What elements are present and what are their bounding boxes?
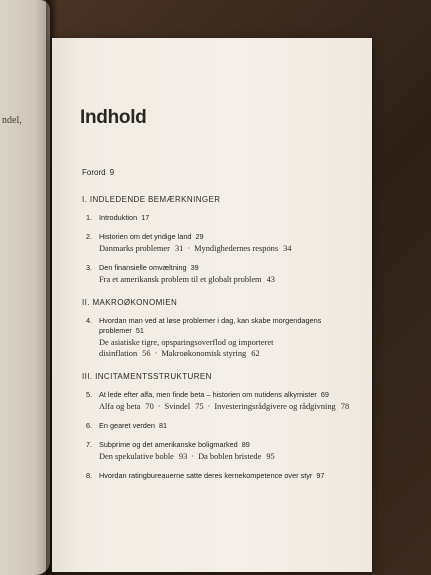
- subsection-page: 43: [266, 275, 275, 284]
- forord-label: Forord: [82, 168, 106, 177]
- chapter-number: 5.: [86, 390, 93, 399]
- subsection-page: 75: [195, 402, 204, 411]
- page-title: Indhold: [80, 107, 147, 128]
- subsection-separator: ·: [154, 349, 158, 358]
- toc-content: [82, 168, 367, 494]
- chapter-subsections: [99, 274, 367, 285]
- chapter-line: [86, 390, 367, 400]
- chapter-subsections: [99, 243, 367, 254]
- chapter-line: [86, 263, 367, 273]
- chapter-page: 69: [320, 390, 329, 399]
- chapter-subsections: [99, 401, 367, 412]
- chapter-title-wrap: [99, 263, 367, 273]
- left-page-text-fragment: ndel,: [2, 115, 22, 126]
- chapter-number: 2.: [86, 232, 93, 241]
- subsection-title: Svindel: [164, 402, 191, 411]
- toc-page: [52, 38, 372, 572]
- chapter-page: 97: [316, 471, 325, 480]
- chapter-page: 81: [158, 421, 168, 430]
- chapter-line: [86, 471, 367, 481]
- chapter-title: Introduktion: [99, 213, 138, 222]
- toc-chapter: [86, 316, 367, 359]
- subsection-page: 78: [340, 402, 350, 411]
- chapter-title: Hvordan ratingbureauerne satte deres kernekompetence over styr: [99, 471, 313, 480]
- toc-chapter: [86, 440, 367, 462]
- subsection-page: 93: [178, 452, 188, 461]
- chapter-subsections: [99, 451, 367, 462]
- chapter-title: Den finansielle omvæltning: [99, 263, 187, 272]
- chapter-title-wrap: [99, 213, 367, 223]
- chapter-page: 29: [195, 232, 204, 241]
- toc-section: [82, 298, 367, 359]
- forord-page: 9: [109, 168, 115, 177]
- chapter-title-wrap: [99, 390, 367, 400]
- chapter-number: 7.: [86, 440, 93, 449]
- subsection-separator: ·: [157, 402, 161, 411]
- section-heading: I. INDLEDENDE BEMÆRKNINGER: [82, 195, 221, 204]
- toc-section: [82, 195, 367, 285]
- toc-chapter: [86, 263, 367, 285]
- chapter-line: [86, 440, 367, 450]
- subsection-title: Investeringsrådgivere og rådgivning: [214, 402, 336, 411]
- subsection-page: 95: [266, 452, 275, 461]
- chapter-number: 4.: [86, 316, 93, 325]
- subsection-separator: ·: [191, 452, 195, 461]
- subsection-title: Makroøkonomisk styring: [161, 349, 247, 358]
- subsection-title: Alfa og beta: [99, 402, 141, 411]
- subsection-title: De asiatiske tigre, opsparingsoverflod og importeret disinflation: [99, 338, 274, 358]
- toc-sections: [82, 195, 367, 481]
- toc-chapter: [86, 213, 367, 223]
- subsection-page: 62: [251, 349, 260, 358]
- forord-entry: [82, 168, 367, 177]
- chapter-title-wrap: [99, 316, 367, 336]
- toc-chapter: [86, 232, 367, 254]
- subsection-separator: ·: [207, 402, 211, 411]
- chapter-title-wrap: [99, 471, 367, 481]
- chapter-title-wrap: [99, 440, 367, 450]
- chapter-number: 6.: [86, 421, 93, 430]
- toc-chapter: [86, 390, 367, 412]
- subsection-title: Da boblen bristede: [198, 452, 262, 461]
- left-page: [0, 0, 50, 575]
- subsection-title: Myndighedernes respons: [194, 244, 279, 253]
- section-heading: III. INCITAMENTSSTRUKTUREN: [82, 372, 212, 381]
- chapter-number: 1.: [86, 213, 93, 222]
- chapter-title: Subprime og det amerikanske boligmarked: [99, 440, 238, 449]
- subsection-title: Danmarks problemer: [99, 244, 170, 253]
- chapter-page: 17: [141, 213, 150, 222]
- toc-section: [82, 372, 367, 481]
- chapter-title: En gearet verden: [99, 421, 155, 430]
- chapter-title-wrap: [99, 232, 367, 242]
- subsection-page: 70: [145, 402, 154, 411]
- chapter-page: 89: [241, 440, 250, 449]
- subsection-page: 56: [142, 349, 151, 358]
- chapter-title: At lede efter alfa, men finde beta – historien om nutidens alkymister: [99, 390, 317, 399]
- chapter-line: [86, 213, 367, 223]
- chapter-page: 39: [190, 263, 199, 272]
- chapter-page: 51: [135, 326, 144, 335]
- chapter-line: [86, 316, 367, 336]
- subsection-page: 34: [283, 244, 292, 253]
- subsection-separator: ·: [187, 244, 191, 253]
- section-heading: II. MAKROØKONOMIEN: [82, 298, 178, 307]
- chapter-number: 8.: [86, 471, 93, 480]
- toc-chapter: [86, 471, 367, 481]
- subsection-title: Den spekulative boble: [99, 452, 174, 461]
- chapter-title: Hvordan man ved at løse problemer i dag, kan skabe morgendagens problemer: [99, 316, 322, 335]
- subsection-page: 31: [174, 244, 184, 253]
- chapter-line: [86, 232, 367, 242]
- chapter-line: [86, 421, 367, 431]
- toc-chapter: [86, 421, 367, 431]
- chapter-title-wrap: [99, 421, 367, 431]
- chapter-number: 3.: [86, 263, 93, 272]
- chapter-title: Historien om det yndige land: [99, 232, 192, 241]
- chapter-subsections: [99, 337, 367, 359]
- subsection-title: Fra et amerikansk problem til et globalt problem: [99, 275, 262, 284]
